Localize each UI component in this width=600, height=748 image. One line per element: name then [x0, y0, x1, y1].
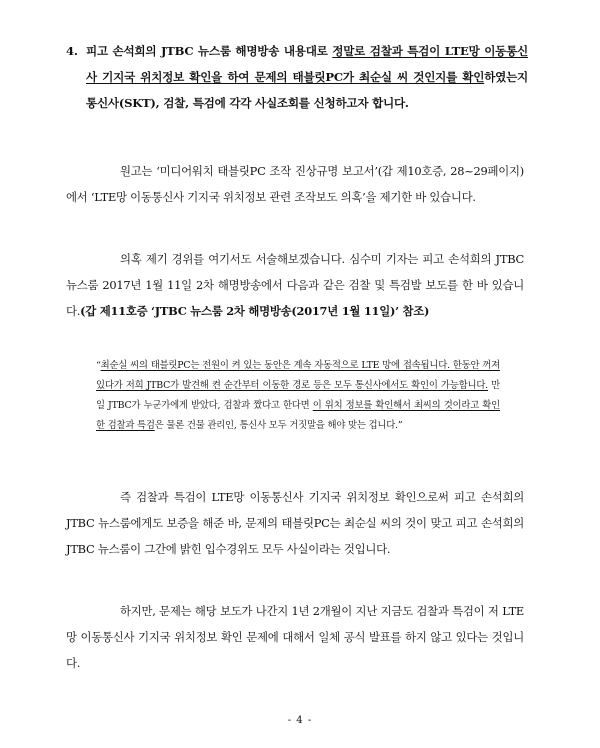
quote-close-mark: ”: [397, 420, 403, 431]
paragraph-4: 하지만, 문제는 해당 보도가 나간지 1년 2개월이 지난 지금도 검찰과 특검이 저 LTE망 이동통신사 기지국 위치정보 확인 문제에 대해서 일체 공식 발표를 하지 않고 있다는 것입니다.: [66, 604, 524, 670]
quoted-broadcast: [96, 356, 500, 436]
paragraph-2-citation: (갑 제11호증 ‘JTBC 뉴스룸 2차 해명방송(2017년 1월 11일)’ 참조): [80, 304, 430, 318]
paragraph-3: 즉 검찰과 특검이 LTE망 이동통신사 기지국 위치정보 확인으로써 피고 손석희의 JTBC 뉴스룸에게도 보증을 해준 바, 문제의 태블릿PC는 최순실 씨의 것이 맞고 피고 손석희의 JTBC 뉴스룸이 그간에 밝힌 입수경위도 모두 사실이라는 것입니다.: [66, 490, 524, 556]
paragraph-2-text: 의혹 제기 경위를 여기서도 서술해보겠습니다. 심수미 기자는 피고 손석희의 JTBC 뉴스룸 2017년 1월 11일 2차 해명방송에서 다음과 같은 검찰 및 특검발 보도를 한 바 있습니다.: [66, 252, 524, 318]
quote-underlined-1: 최순실 씨의 태블릿PC는 전원이 켜 있는 동안은 계속 자동적으로 LTE 망에 접속됩니다. 한동안 꺼져 있다가 저희 JTBC가 발견해 켠 순간부터 이동한 경로 등은 모두 통신사에서도 확인이 가능합니다.: [96, 360, 500, 391]
paragraph-2: [66, 246, 524, 324]
paragraph-1: 원고는 ‘미디어워치 태블릿PC 조작 진상규명 보고서’(갑 제10호증, 28~29페이지)에서 ‘LTE망 이동통신사 기지국 위치정보 관련 조작보도 의혹’을 제기한 바 있습니다.: [66, 164, 524, 204]
section-heading: [66, 38, 528, 116]
heading-underlined-text: 정말로 검찰과 특검이 LTE망 이동통신사 기지국 위치정보 확인을 하여 문제의 태블릿PC가 최순실 씨 것인지를 확인: [86, 44, 528, 84]
quote-text-1: 만일 JTBC가 누군가에게 받았다, 검찰과 짰다고 한다면: [96, 380, 500, 411]
heading-text-2: 하였는지 통신사(SKT), 검찰, 특검에 각각 사실조회를 신청하고자 합니다.: [86, 70, 528, 110]
quote-text-2: 은 물론 건물 관리인, 통신사 모두 거짓말을 해야 맞는 겁니다.: [154, 420, 398, 431]
quote-open-mark: “: [96, 360, 101, 371]
page-number: - 4 -: [287, 715, 313, 726]
heading-text-1: 피고 손석희의 JTBC 뉴스룸 해명방송 내용대로: [86, 44, 333, 58]
quote-underlined-2: 이 위치 정보를 확인해서 최씨의 것이라고 확인한 검찰과 특검: [96, 400, 500, 431]
section-number: 4.: [66, 44, 78, 58]
